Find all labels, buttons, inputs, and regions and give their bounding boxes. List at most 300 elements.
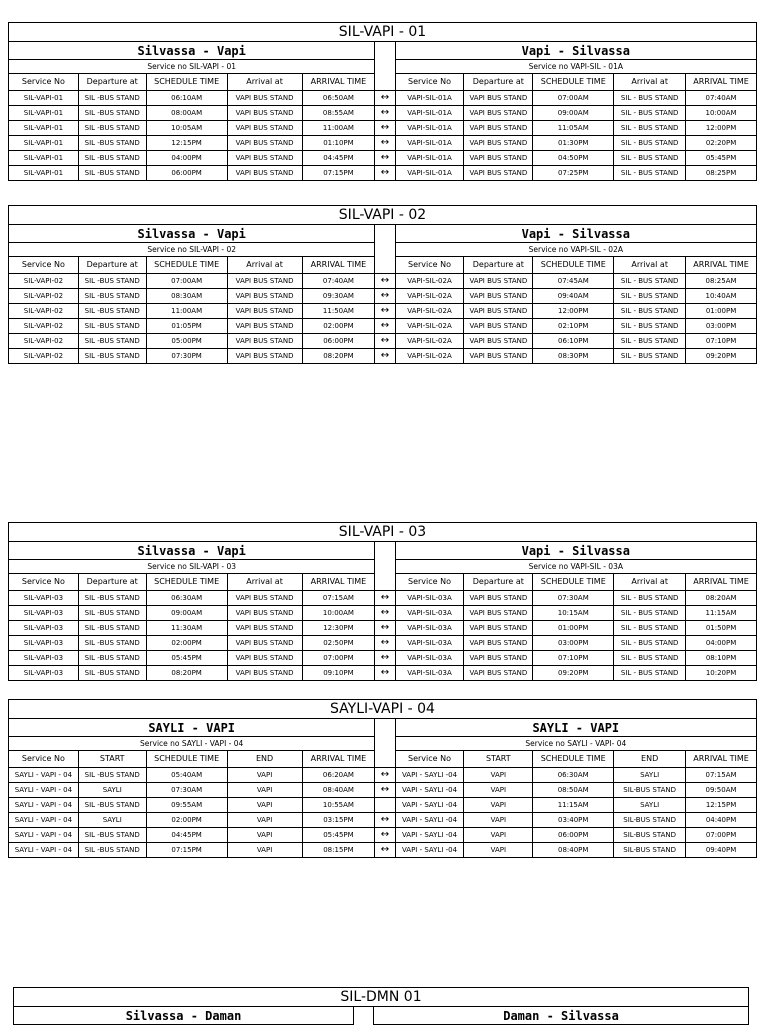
cell: VAPI-SIL-03A — [395, 591, 464, 606]
gap-cell — [375, 719, 395, 737]
cell: VAPI — [464, 828, 533, 843]
cell: VAPI-SIL-02A — [395, 319, 464, 334]
cell: VAPI BUS STAND — [464, 166, 533, 181]
table-row — [9, 106, 757, 121]
column-header: Departure at — [464, 574, 533, 591]
cell: 12:00PM — [533, 304, 614, 319]
cell: 07:00PM — [302, 651, 375, 666]
cell: 10:20PM — [686, 666, 757, 681]
cell: 10:40AM — [686, 289, 757, 304]
cell: VAPI - SAYLI -04 — [395, 783, 464, 798]
left-route-title: SAYLI - VAPI — [9, 719, 375, 737]
cell: 07:15AM — [686, 768, 757, 783]
cell: SAYLI - VAPI - 04 — [9, 798, 79, 813]
bidirectional-arrow-icon: ↔ — [375, 121, 395, 136]
cell: VAPI BUS STAND — [464, 121, 533, 136]
column-header: ARRIVAL TIME — [686, 574, 757, 591]
gap-cell — [375, 243, 395, 257]
cell: 05:45PM — [146, 651, 227, 666]
cell: 07:40AM — [302, 274, 375, 289]
cell: SIL-VAPI-03 — [9, 651, 79, 666]
bidirectional-arrow-icon: ↔ — [375, 91, 395, 106]
bidirectional-arrow-icon: ↔ — [375, 843, 395, 858]
cell: 10:55AM — [302, 798, 375, 813]
table-row — [9, 621, 757, 636]
cell: VAPI - SAYLI -04 — [395, 813, 464, 828]
cell: 10:00AM — [686, 106, 757, 121]
cell: VAPI - SAYLI -04 — [395, 768, 464, 783]
table-row — [9, 798, 757, 813]
cell: VAPI BUS STAND — [464, 91, 533, 106]
cell: SIL-VAPI-03 — [9, 606, 79, 621]
cell: SIL -BUS STAND — [78, 166, 146, 181]
cell: VAPI BUS STAND — [464, 666, 533, 681]
table-row — [9, 768, 757, 783]
right-route-title: Vapi - Silvassa — [395, 225, 756, 243]
cell: SIL - BUS STAND — [614, 606, 686, 621]
cell: VAPI - SAYLI -04 — [395, 828, 464, 843]
cell: 02:50PM — [302, 636, 375, 651]
bidirectional-arrow-icon: ↔ — [375, 274, 395, 289]
cell: SIL -BUS STAND — [78, 121, 146, 136]
left-service-label: Service no SAYLI - VAPI - 04 — [9, 737, 375, 751]
cell: 06:30AM — [146, 591, 227, 606]
cell: SIL -BUS STAND — [78, 151, 146, 166]
cell: 02:00PM — [302, 319, 375, 334]
cell: 08:30PM — [533, 349, 614, 364]
table-row — [9, 843, 757, 858]
cell: SAYLI — [78, 813, 146, 828]
cell: SAYLI - VAPI - 04 — [9, 768, 79, 783]
left-service-label: Service no SIL-VAPI - 01 — [9, 60, 375, 74]
cell: VAPI BUS STAND — [227, 106, 302, 121]
cell: 06:50AM — [302, 91, 375, 106]
cell: VAPI BUS STAND — [227, 289, 302, 304]
cell: 11:00AM — [146, 304, 227, 319]
cell: 12:15PM — [146, 136, 227, 151]
cell: 07:00AM — [533, 91, 614, 106]
cell: 04:50PM — [533, 151, 614, 166]
cell: 07:15PM — [146, 843, 227, 858]
table-row — [9, 319, 757, 334]
left-route-title: Silvassa - Vapi — [9, 542, 375, 560]
cell: VAPI BUS STAND — [227, 334, 302, 349]
cell: 09:10PM — [302, 666, 375, 681]
cell: 01:10PM — [302, 136, 375, 151]
cell: SIL-VAPI-02 — [9, 349, 79, 364]
cell: SIL - BUS STAND — [614, 666, 686, 681]
cell: 08:55AM — [302, 106, 375, 121]
column-header: Arrival at — [227, 574, 302, 591]
cell: SIL -BUS STAND — [78, 798, 146, 813]
cell: VAPI BUS STAND — [464, 136, 533, 151]
cell: VAPI-SIL-02A — [395, 289, 464, 304]
column-header: Service No — [395, 751, 464, 768]
column-header: SCHEDULE TIME — [146, 74, 227, 91]
cell: SIL -BUS STAND — [78, 666, 146, 681]
left-service-label: Service no SIL-VAPI - 02 — [9, 243, 375, 257]
cell: 07:30AM — [146, 783, 227, 798]
column-header: END — [227, 751, 302, 768]
cell: SIL -BUS STAND — [78, 768, 146, 783]
bidirectional-arrow-icon — [375, 798, 395, 813]
cell: VAPI-SIL-01A — [395, 121, 464, 136]
cell: 09:20PM — [533, 666, 614, 681]
column-header: Departure at — [78, 257, 146, 274]
cell: 08:25PM — [686, 166, 757, 181]
cell: 07:40AM — [686, 91, 757, 106]
cell: SIL - BUS STAND — [614, 121, 686, 136]
cell: 07:45AM — [533, 274, 614, 289]
cell: VAPI BUS STAND — [464, 289, 533, 304]
cell: VAPI BUS STAND — [227, 666, 302, 681]
column-header: Departure at — [464, 257, 533, 274]
cell: 08:20PM — [302, 349, 375, 364]
cell: 09:00AM — [146, 606, 227, 621]
cell: VAPI — [464, 783, 533, 798]
cell: 06:00PM — [533, 828, 614, 843]
bidirectional-arrow-icon: ↔ — [375, 319, 395, 334]
cell: 06:20AM — [302, 768, 375, 783]
table-row — [9, 606, 757, 621]
cell: 11:50AM — [302, 304, 375, 319]
cell: SIL-VAPI-02 — [9, 319, 79, 334]
cell: 01:00PM — [686, 304, 757, 319]
gap-cell — [375, 542, 395, 560]
gap-cell — [375, 737, 395, 751]
cell: SIL - BUS STAND — [614, 106, 686, 121]
cell: VAPI BUS STAND — [464, 636, 533, 651]
cell: VAPI-SIL-01A — [395, 151, 464, 166]
cell: 07:10PM — [686, 334, 757, 349]
cell: SIL-VAPI-02 — [9, 274, 79, 289]
left-service-label: Service no SIL-VAPI - 03 — [9, 560, 375, 574]
table-title: SAYLI-VAPI - 04 — [9, 700, 757, 719]
cell: SIL-VAPI-03 — [9, 621, 79, 636]
cell: 01:05PM — [146, 319, 227, 334]
cell: VAPI BUS STAND — [464, 349, 533, 364]
cell: 07:10PM — [533, 651, 614, 666]
cell: VAPI — [464, 768, 533, 783]
table-title: SIL-DMN 01 — [14, 988, 749, 1007]
column-header: Departure at — [78, 574, 146, 591]
cell: VAPI — [227, 813, 302, 828]
bidirectional-arrow-icon: ↔ — [375, 813, 395, 828]
cell: 07:30AM — [533, 591, 614, 606]
cell: SIL-VAPI-03 — [9, 636, 79, 651]
column-header: Departure at — [78, 74, 146, 91]
cell: SIL-VAPI-01 — [9, 166, 79, 181]
cell: 01:00PM — [533, 621, 614, 636]
cell: 02:00PM — [146, 636, 227, 651]
cell: SIL-BUS STAND — [614, 783, 686, 798]
cell: SIL - BUS STAND — [614, 651, 686, 666]
cell: 12:15PM — [686, 798, 757, 813]
table-row — [9, 289, 757, 304]
cell: VAPI BUS STAND — [227, 121, 302, 136]
cell: 08:15PM — [302, 843, 375, 858]
cell: 02:00PM — [146, 813, 227, 828]
cell: VAPI BUS STAND — [227, 319, 302, 334]
cell: VAPI — [464, 798, 533, 813]
cell: SAYLI - VAPI - 04 — [9, 813, 79, 828]
table-row — [9, 166, 757, 181]
cell: 05:00PM — [146, 334, 227, 349]
cell: SAYLI - VAPI - 04 — [9, 843, 79, 858]
gap-cell — [375, 42, 395, 60]
cell: VAPI BUS STAND — [464, 106, 533, 121]
cell: 09:30AM — [302, 289, 375, 304]
cell: VAPI BUS STAND — [227, 349, 302, 364]
cell: SIL -BUS STAND — [78, 636, 146, 651]
table-row — [9, 828, 757, 843]
cell: SIL - BUS STAND — [614, 591, 686, 606]
table-row — [9, 591, 757, 606]
table-title: SIL-VAPI - 01 — [9, 23, 757, 42]
gap-cell — [375, 751, 395, 768]
bidirectional-arrow-icon: ↔ — [375, 783, 395, 798]
cell: VAPI BUS STAND — [464, 621, 533, 636]
cell: VAPI - SAYLI -04 — [395, 843, 464, 858]
cell: 03:15PM — [302, 813, 375, 828]
cell: SAYLI — [614, 798, 686, 813]
cell: VAPI BUS STAND — [227, 151, 302, 166]
cell: 05:45PM — [686, 151, 757, 166]
column-header: Arrival at — [227, 257, 302, 274]
cell: 05:45PM — [302, 828, 375, 843]
column-header: Arrival at — [614, 574, 686, 591]
cell: SIL -BUS STAND — [78, 591, 146, 606]
column-header: Service No — [9, 751, 79, 768]
right-service-label: Service no VAPI-SIL - 03A — [395, 560, 756, 574]
cell: 06:00PM — [302, 334, 375, 349]
bidirectional-arrow-icon: ↔ — [375, 334, 395, 349]
bidirectional-arrow-icon: ↔ — [375, 768, 395, 783]
cell: SIL - BUS STAND — [614, 91, 686, 106]
column-header: SCHEDULE TIME — [533, 751, 614, 768]
cell: SIL -BUS STAND — [78, 828, 146, 843]
cell: SIL - BUS STAND — [614, 274, 686, 289]
table-row — [9, 349, 757, 364]
cell: SIL-VAPI-02 — [9, 334, 79, 349]
column-header: ARRIVAL TIME — [686, 751, 757, 768]
cell: 05:40AM — [146, 768, 227, 783]
table-row — [9, 813, 757, 828]
cell: VAPI BUS STAND — [227, 591, 302, 606]
cell: VAPI-SIL-03A — [395, 621, 464, 636]
column-header: Service No — [395, 574, 464, 591]
cell: 10:05AM — [146, 121, 227, 136]
cell: 12:00PM — [686, 121, 757, 136]
cell: SIL - BUS STAND — [614, 151, 686, 166]
cell: VAPI-SIL-02A — [395, 349, 464, 364]
cell: 11:00AM — [302, 121, 375, 136]
column-header: ARRIVAL TIME — [302, 751, 375, 768]
bidirectional-arrow-icon: ↔ — [375, 606, 395, 621]
cell: VAPI — [227, 798, 302, 813]
cell: VAPI - SAYLI -04 — [395, 798, 464, 813]
cell: VAPI BUS STAND — [464, 274, 533, 289]
cell: 06:30AM — [533, 768, 614, 783]
cell: SIL-VAPI-01 — [9, 91, 79, 106]
gap-cell — [375, 560, 395, 574]
column-header: Service No — [9, 74, 79, 91]
cell: VAPI-SIL-01A — [395, 136, 464, 151]
cell: 09:40PM — [686, 843, 757, 858]
cell: 12:30PM — [302, 621, 375, 636]
left-route-title: Silvassa - Vapi — [9, 225, 375, 243]
bidirectional-arrow-icon: ↔ — [375, 289, 395, 304]
column-header: SCHEDULE TIME — [533, 257, 614, 274]
cell: SIL -BUS STAND — [78, 106, 146, 121]
table-row — [9, 651, 757, 666]
cell: 08:40PM — [533, 843, 614, 858]
right-route-title: Vapi - Silvassa — [395, 42, 756, 60]
cell: SIL-BUS STAND — [614, 813, 686, 828]
cell: 09:20PM — [686, 349, 757, 364]
left-route-title: Silvassa - Daman — [14, 1007, 354, 1025]
cell: SAYLI - VAPI - 04 — [9, 828, 79, 843]
cell: 06:10PM — [533, 334, 614, 349]
cell: SIL-VAPI-03 — [9, 666, 79, 681]
left-route-title: Silvassa - Vapi — [9, 42, 375, 60]
column-header: ARRIVAL TIME — [302, 74, 375, 91]
cell: 04:00PM — [146, 151, 227, 166]
cell: VAPI BUS STAND — [464, 334, 533, 349]
column-header: START — [464, 751, 533, 768]
cell: VAPI — [227, 828, 302, 843]
cell: SIL-VAPI-01 — [9, 121, 79, 136]
cell: VAPI BUS STAND — [227, 651, 302, 666]
cell: SIL -BUS STAND — [78, 621, 146, 636]
right-service-label: Service no SAYLI - VAPI- 04 — [395, 737, 756, 751]
cell: SIL -BUS STAND — [78, 319, 146, 334]
timetable-sayli-vapi-04 — [8, 699, 757, 858]
cell: SIL - BUS STAND — [614, 304, 686, 319]
cell: 11:05AM — [533, 121, 614, 136]
cell: VAPI BUS STAND — [464, 606, 533, 621]
cell: 08:20PM — [146, 666, 227, 681]
cell: SIL-BUS STAND — [614, 843, 686, 858]
cell: SIL -BUS STAND — [78, 136, 146, 151]
cell: SIL -BUS STAND — [78, 289, 146, 304]
cell: 01:50PM — [686, 621, 757, 636]
bidirectional-arrow-icon: ↔ — [375, 151, 395, 166]
timetable-sil-dmn-01 — [13, 987, 749, 1025]
column-header: ARRIVAL TIME — [302, 574, 375, 591]
cell: 04:45PM — [302, 151, 375, 166]
cell: SIL - BUS STAND — [614, 636, 686, 651]
cell: VAPI BUS STAND — [227, 636, 302, 651]
column-header: Service No — [9, 574, 79, 591]
cell: SIL-VAPI-03 — [9, 591, 79, 606]
cell: SIL -BUS STAND — [78, 651, 146, 666]
cell: 11:15AM — [686, 606, 757, 621]
bidirectional-arrow-icon: ↔ — [375, 636, 395, 651]
cell: VAPI-SIL-01A — [395, 166, 464, 181]
bidirectional-arrow-icon: ↔ — [375, 621, 395, 636]
timetable-sil-vapi-02 — [8, 205, 757, 364]
table-row — [9, 274, 757, 289]
cell: SIL -BUS STAND — [78, 304, 146, 319]
cell: 08:00AM — [146, 106, 227, 121]
cell: VAPI-SIL-02A — [395, 304, 464, 319]
gap-cell — [375, 225, 395, 243]
cell: VAPI BUS STAND — [227, 274, 302, 289]
cell: VAPI — [464, 813, 533, 828]
cell: 07:15PM — [302, 166, 375, 181]
gap-cell — [375, 60, 395, 74]
cell: VAPI-SIL-02A — [395, 334, 464, 349]
cell: VAPI-SIL-01A — [395, 91, 464, 106]
column-header: Arrival at — [227, 74, 302, 91]
cell: VAPI BUS STAND — [227, 166, 302, 181]
cell: 03:40PM — [533, 813, 614, 828]
cell: SIL -BUS STAND — [78, 274, 146, 289]
cell: 02:20PM — [686, 136, 757, 151]
cell: SIL-VAPI-02 — [9, 304, 79, 319]
gap-cell — [375, 574, 395, 591]
column-header: SCHEDULE TIME — [146, 751, 227, 768]
bidirectional-arrow-icon: ↔ — [375, 349, 395, 364]
cell: 07:30PM — [146, 349, 227, 364]
column-header: SCHEDULE TIME — [533, 574, 614, 591]
cell: VAPI-SIL-03A — [395, 651, 464, 666]
bidirectional-arrow-icon: ↔ — [375, 666, 395, 681]
bidirectional-arrow-icon: ↔ — [375, 591, 395, 606]
cell: VAPI BUS STAND — [227, 304, 302, 319]
gap-cell — [375, 74, 395, 91]
column-header: Arrival at — [614, 257, 686, 274]
cell: SIL - BUS STAND — [614, 621, 686, 636]
cell: VAPI BUS STAND — [227, 136, 302, 151]
cell: VAPI BUS STAND — [464, 651, 533, 666]
cell: VAPI BUS STAND — [227, 91, 302, 106]
column-header: Service No — [9, 257, 79, 274]
cell: SAYLI — [78, 783, 146, 798]
column-header: ARRIVAL TIME — [686, 257, 757, 274]
cell: 03:00PM — [686, 319, 757, 334]
column-header: START — [78, 751, 146, 768]
cell: 09:50AM — [686, 783, 757, 798]
cell: 11:30AM — [146, 621, 227, 636]
cell: SIL - BUS STAND — [614, 166, 686, 181]
cell: 04:45PM — [146, 828, 227, 843]
table-row — [9, 783, 757, 798]
cell: VAPI-SIL-03A — [395, 636, 464, 651]
table-title: SIL-VAPI - 03 — [9, 523, 757, 542]
timetable-sil-vapi-01 — [8, 22, 757, 181]
bidirectional-arrow-icon: ↔ — [375, 304, 395, 319]
cell: 08:30AM — [146, 289, 227, 304]
cell: VAPI-SIL-02A — [395, 274, 464, 289]
table-row — [9, 334, 757, 349]
bidirectional-arrow-icon: ↔ — [375, 828, 395, 843]
cell: SIL-VAPI-01 — [9, 151, 79, 166]
bidirectional-arrow-icon: ↔ — [375, 136, 395, 151]
column-header: SCHEDULE TIME — [146, 257, 227, 274]
cell: SIL - BUS STAND — [614, 289, 686, 304]
table-row — [9, 636, 757, 651]
cell: VAPI BUS STAND — [227, 606, 302, 621]
cell: 06:10AM — [146, 91, 227, 106]
cell: SIL-VAPI-02 — [9, 289, 79, 304]
cell: 07:15AM — [302, 591, 375, 606]
cell: SIL -BUS STAND — [78, 349, 146, 364]
gap-cell — [375, 257, 395, 274]
table-row — [9, 304, 757, 319]
table-row — [9, 136, 757, 151]
